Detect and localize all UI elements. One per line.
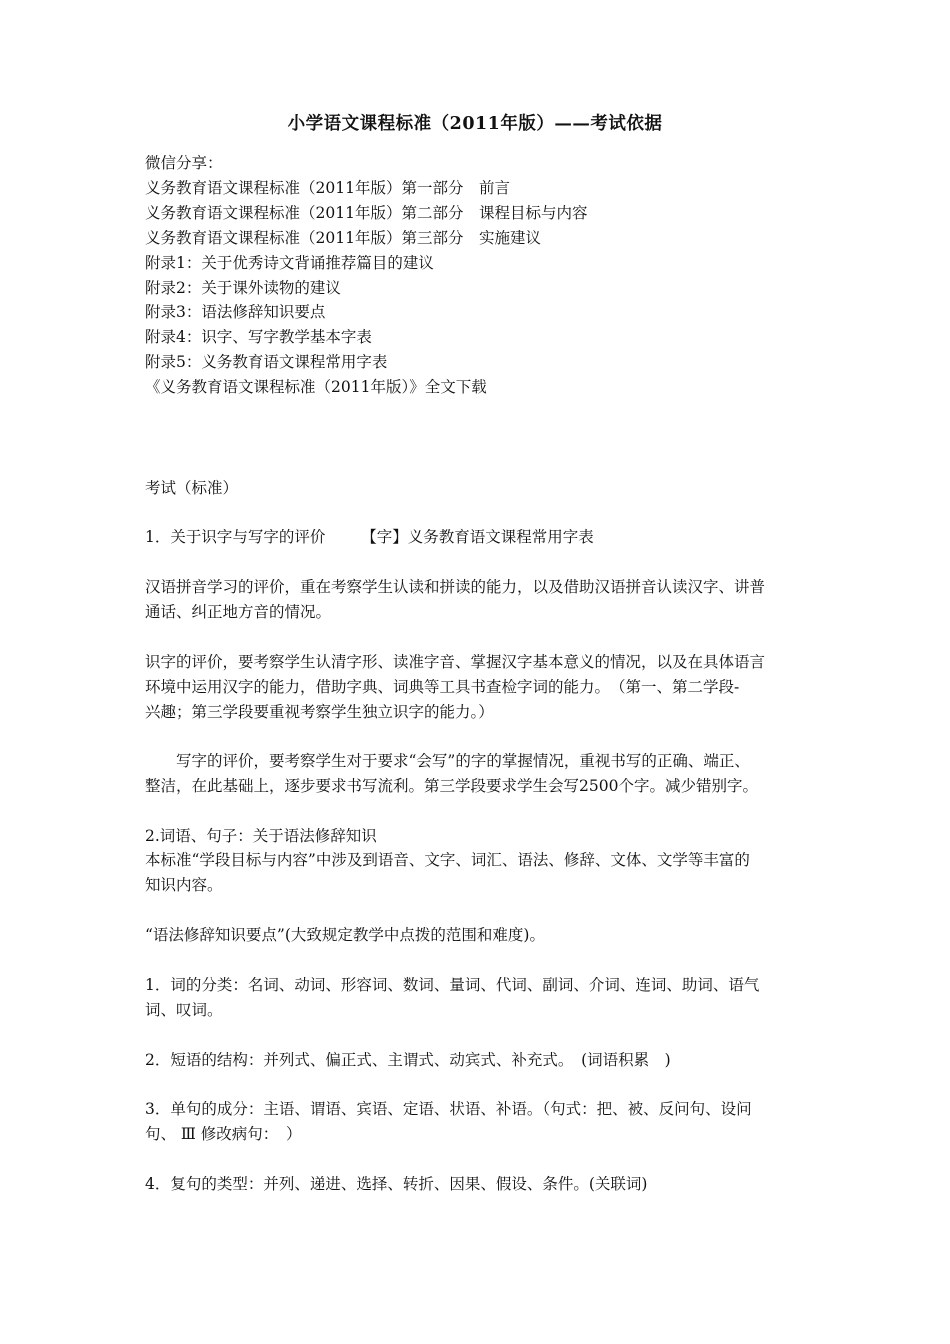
xiezi-paragraph-line: 写字的评价，要考察学生对于要求“会写”的字的掌握情况，重视书写的正确、端正、 bbox=[145, 752, 750, 770]
grammar-note: “语法修辞知识要点”(大致规定教学中点拨的范围和难度)。 bbox=[145, 926, 545, 944]
item2-paragraph-line: 本标准“学段目标与内容”中涉及到语音、文字、词汇、语法、修辞、文体、文学等丰富的 bbox=[145, 851, 750, 869]
point-sentence-components-line: 句、 Ⅲ 修改病句： ） bbox=[145, 1125, 302, 1143]
section-heading-exam: 考试（标准） bbox=[145, 479, 239, 497]
pinyin-paragraph-line: 汉语拼音学习的评价，重在考察学生认读和拼读的能力，以及借助汉语拼音认读汉字、讲普 bbox=[145, 578, 766, 596]
toc-link-part3[interactable]: 义务教育语文课程标准（2011年版）第三部分 实施建议 bbox=[145, 229, 541, 247]
item2-heading: 2.词语、句子：关于语法修辞知识 bbox=[145, 827, 377, 845]
point-word-classes-line: 1．词的分类：名词、动词、形容词、数词、量词、代词、副词、介词、连词、助词、语气 bbox=[145, 976, 760, 994]
item1-heading: 1．关于识字与写字的评价 【字】义务教育语文课程常用字表 bbox=[145, 528, 594, 546]
toc-link-appendix5[interactable]: 附录5：义务教育语文课程常用字表 bbox=[145, 353, 388, 371]
shizi-paragraph-line: 识字的评价，要考察学生认清字形、读准字音、掌握汉字基本意义的情况，以及在具体语言 bbox=[145, 653, 766, 671]
toc-link-fulltext-download[interactable]: 《义务教育语文课程标准（2011年版）》全文下载 bbox=[145, 378, 487, 396]
document-title: 小学语文课程标准（2011年版）——考试依据 bbox=[287, 114, 663, 134]
point-phrase-structure: 2．短语的结构：并列式、偏正式、主谓式、动宾式、补充式。 (词语积累 ) bbox=[145, 1051, 671, 1069]
point-word-classes-line: 词、叹词。 bbox=[145, 1001, 223, 1019]
point-sentence-components-line: 3．单句的成分：主语、谓语、宾语、定语、状语、补语。（句式：把、被、反问句、设问 bbox=[145, 1100, 752, 1118]
shizi-paragraph-line: 环境中运用汉字的能力，借助字典、词典等工具书查检字词的能力。 （第一、第二学段- bbox=[145, 678, 740, 696]
shizi-paragraph-line: 兴趣；第三学段要重视考察学生独立识字的能力。） bbox=[145, 703, 494, 721]
xiezi-paragraph-line: 整洁，在此基础上，逐步要求书写流利。第三学段要求学生会写2500个字。减少错别字。 bbox=[145, 777, 758, 795]
toc-share-label: 微信分享： bbox=[145, 154, 223, 172]
pinyin-paragraph-line: 通话、纠正地方音的情况。 bbox=[145, 603, 332, 621]
toc-link-appendix2[interactable]: 附录2：关于课外读物的建议 bbox=[145, 279, 341, 297]
toc-link-appendix1[interactable]: 附录1：关于优秀诗文背诵推荐篇目的建议 bbox=[145, 254, 434, 272]
point-complex-sentences: 4．复句的类型：并列、递进、选择、转折、因果、假设、条件。(关联词) bbox=[145, 1175, 648, 1193]
toc-link-part1[interactable]: 义务教育语文课程标准（2011年版）第一部分 前言 bbox=[145, 179, 510, 197]
toc-link-part2[interactable]: 义务教育语文课程标准（2011年版）第二部分 课程目标与内容 bbox=[145, 204, 588, 222]
toc-link-appendix3[interactable]: 附录3：语法修辞知识要点 bbox=[145, 303, 326, 321]
toc-link-appendix4[interactable]: 附录4：识字、写字教学基本字表 bbox=[145, 328, 372, 346]
item2-paragraph-line: 知识内容。 bbox=[145, 876, 223, 894]
